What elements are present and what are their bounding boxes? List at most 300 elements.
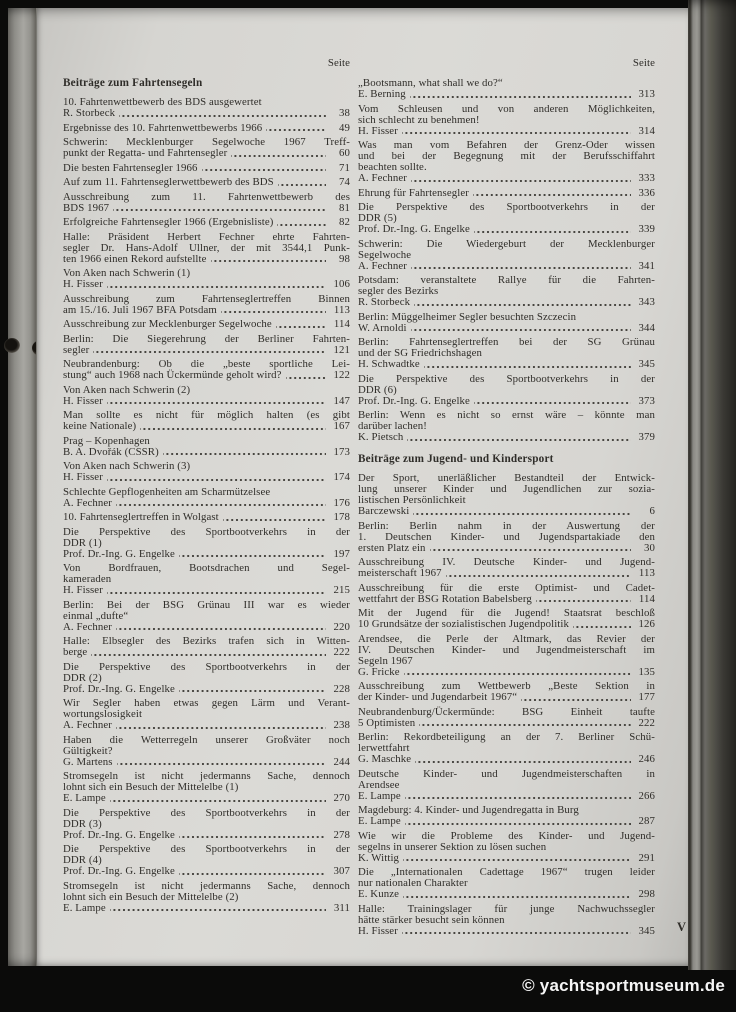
dot-leader xyxy=(405,816,631,827)
toc-page-number: 113 xyxy=(638,567,655,579)
toc-entry-end: der Kinder- und Jugendarbeit 1967“ xyxy=(358,691,518,703)
toc-page-number: 178 xyxy=(333,511,350,523)
paper xyxy=(36,8,689,966)
toc-entry xyxy=(358,140,655,184)
toc-entry-end: Barczewski xyxy=(358,505,410,517)
toc-page-number: 81 xyxy=(339,201,350,214)
binder-hole xyxy=(4,338,20,353)
toc-entry xyxy=(358,732,655,765)
toc-entry-lastrow xyxy=(63,549,350,560)
toc-entry-lastrow xyxy=(358,297,655,308)
toc-entry-lastrow xyxy=(63,345,350,356)
toc-entry-line: Arendsee, die Perle der Altmark, das Revier der xyxy=(358,632,655,645)
toc-entry-lastrow xyxy=(63,498,350,509)
dot-leader xyxy=(179,684,326,695)
toc-entry-line: sich schlecht zu benehmen! xyxy=(358,113,480,126)
toc-entry xyxy=(358,374,655,407)
dot-leader xyxy=(140,421,326,432)
toc-entry xyxy=(358,275,655,308)
dot-leader xyxy=(277,217,326,228)
toc-page-number: 215 xyxy=(333,584,350,596)
toc-entry xyxy=(63,410,350,432)
toc-entry-lastrow xyxy=(358,359,655,370)
dot-leader xyxy=(179,866,326,877)
toc-entry-end: Prof. Dr.-Ing. G. Engelke xyxy=(358,223,470,235)
toc-entry-line: Vom Schleusen und von anderen Möglichkeiten, xyxy=(358,102,655,115)
toc-entry-line: DDR (2) xyxy=(63,671,102,684)
toc-entry xyxy=(63,436,350,458)
toc-entry xyxy=(63,359,350,381)
toc-entry-end: H. Fisser xyxy=(358,124,398,137)
dot-leader xyxy=(413,506,631,517)
toc-page-number: 307 xyxy=(333,865,350,877)
toc-entry xyxy=(63,163,350,174)
toc-page-number: 343 xyxy=(638,296,655,308)
toc-page-number: 114 xyxy=(638,592,655,605)
dot-leader xyxy=(107,279,326,290)
dot-leader xyxy=(107,396,326,407)
dot-leader xyxy=(410,89,631,100)
toc-entry-line: segler des Bezirks xyxy=(358,285,439,297)
toc-entry-end: segler xyxy=(63,343,90,356)
toc-entry xyxy=(63,735,350,768)
toc-entry-lastrow xyxy=(358,543,655,554)
toc-column-left xyxy=(63,58,350,917)
toc-entry-end: BDS 1967 xyxy=(63,201,110,214)
toc-entry-line: Prag – Kopenhagen xyxy=(63,434,150,447)
toc-entry-lastrow xyxy=(63,830,350,841)
toc-entry-lastrow xyxy=(358,506,655,517)
dot-leader xyxy=(286,370,326,381)
toc-entry-line: wortungslosigkeit xyxy=(63,708,143,720)
toc-page-number: 74 xyxy=(339,176,350,188)
toc-entry-line: segler Dr. Hans-Adolf Ullner, der mit 3544,1 Punk- xyxy=(63,241,350,254)
toc-entry-end: B. A. Dvořák (CSSR) xyxy=(63,445,159,458)
toc-entry xyxy=(358,831,655,864)
toc-entry-end: K. Wittig xyxy=(358,851,400,864)
toc-entry-line: Mit der Jugend für die Jugend! Staatsrat beschloß xyxy=(358,607,655,619)
dot-leader xyxy=(113,203,326,214)
toc-entry-line: DDR (1) xyxy=(63,536,102,549)
toc-entry-line: Arendsee xyxy=(358,778,400,791)
toc-entry-lastrow xyxy=(358,718,655,729)
toc-entry-line: Ausschreibung zum Fahrtenseglertreffen Binnen xyxy=(63,292,350,305)
toc-entry-lastrow xyxy=(63,512,350,523)
dot-leader xyxy=(411,323,631,334)
toc-entry-lastrow xyxy=(63,447,350,458)
toc-entry xyxy=(358,557,655,579)
toc-entry-line: einmal „dufte“ xyxy=(63,609,129,622)
dot-leader xyxy=(404,667,631,678)
toc-entry-line: DDR (6) xyxy=(358,383,397,396)
dot-leader xyxy=(179,830,326,841)
toc-entry xyxy=(358,681,655,703)
toc-entry-lastrow xyxy=(358,667,655,678)
toc-entry-end: keine Nationale) xyxy=(63,420,137,432)
dot-leader xyxy=(402,126,631,137)
toc-entry xyxy=(358,707,655,729)
toc-entry-line: und bei der Begegnung mit der Berufsschiffahrt xyxy=(358,150,655,162)
toc-entry-line: Berlin: Rekordbeteiligung an der 7. Berliner Schü- xyxy=(358,731,655,743)
toc-entry-end: Auf zum 11. Fahrtenseglerwettbewerb des BDS xyxy=(63,176,274,188)
toc-entry xyxy=(358,769,655,802)
toc-entry-end: E. Berning xyxy=(358,88,406,100)
dot-leader xyxy=(202,163,326,174)
toc-entry-lastrow xyxy=(63,421,350,432)
toc-entry-line: Haben die Wetterregeln unserer Großväter noch xyxy=(63,733,350,746)
toc-entry-end: berge xyxy=(63,646,88,658)
section-heading: Beiträge zum Jugend- und Kindersport xyxy=(358,453,554,465)
toc-entry-lastrow xyxy=(63,684,350,695)
seite-header: Seite xyxy=(632,57,655,69)
toc-entry xyxy=(358,867,655,900)
toc-entry-end: Ehrung für Fahrtensegler xyxy=(358,186,469,199)
dot-leader xyxy=(414,297,631,308)
toc-entry-line: Der Sport, unerläßlicher Bestandteil der Entwick- xyxy=(358,472,655,484)
toc-entry-end: Prof. Dr.-Ing. G. Engelke xyxy=(63,682,175,695)
toc-entry-end: Erfolgreiche Fahrtensegler 1966 (Ergebnisliste) xyxy=(63,216,274,228)
toc-entry-line: Berlin: Fahrtenseglertreffen bei der SG Grünau xyxy=(358,336,655,348)
toc-entry-lastrow xyxy=(63,203,350,214)
toc-entry-lastrow xyxy=(358,816,655,827)
toc-entry-line: listischen Persönlichkeit xyxy=(358,494,466,506)
dot-leader xyxy=(119,108,326,119)
toc-page-number: 287 xyxy=(638,815,655,827)
dot-leader xyxy=(116,720,326,731)
toc-entry-line: Die „Internationalen Cadettage 1967“ trugen leider xyxy=(358,866,655,878)
toc-entry-lastrow xyxy=(63,720,350,731)
toc-entry-end: ersten Platz ein xyxy=(358,541,426,554)
toc-page-number: 173 xyxy=(333,445,350,458)
dot-leader xyxy=(91,647,326,658)
toc-entry-lastrow xyxy=(63,866,350,877)
toc-entry-line: Die Perspektive des Sportbootverkehrs in der xyxy=(63,806,350,819)
toc-entry-lastrow xyxy=(63,217,350,228)
section-heading: Beiträge zum Fahrtensegeln xyxy=(63,77,203,89)
dot-leader xyxy=(407,432,631,443)
toc-page-number: 314 xyxy=(638,124,655,137)
toc-page-number: 174 xyxy=(333,471,350,483)
dot-leader xyxy=(231,148,326,159)
toc-entry-line: Von Bordfrauen, Bootsdrachen und Segel- xyxy=(63,562,350,574)
toc-entry xyxy=(63,232,350,265)
toc-entry-lastrow xyxy=(63,148,350,159)
toc-entry-line: lohnt sich ein Besuch der Mittelelbe (1) xyxy=(63,781,239,793)
toc-page-number: 167 xyxy=(333,420,350,432)
toc-entry xyxy=(63,600,350,633)
toc-entry-lastrow xyxy=(63,123,350,134)
toc-page-number: 291 xyxy=(638,851,655,864)
toc-entry-line: Von Aken nach Schwerin (1) xyxy=(63,267,191,279)
dot-leader xyxy=(278,177,326,188)
toc-entry xyxy=(63,636,350,658)
toc-page-number: 339 xyxy=(638,223,655,235)
toc-entry-end: ten 1966 einen Rekord aufstellte xyxy=(63,252,207,265)
watermark: © yachtsportmuseum.de xyxy=(522,976,725,995)
toc-entry-lastrow xyxy=(63,647,350,658)
dot-leader xyxy=(223,512,326,523)
toc-entry xyxy=(63,123,350,134)
toc-page-number: 246 xyxy=(638,753,655,765)
toc-entry-lastrow xyxy=(63,370,350,381)
toc-entry-line: Schlechte Gepflogenheiten am Scharmützelsee xyxy=(63,485,271,498)
dot-leader xyxy=(521,692,631,703)
toc-entry-lastrow xyxy=(358,261,655,272)
toc-entry-lastrow xyxy=(358,323,655,334)
toc-entry-lastrow xyxy=(358,619,655,630)
toc-page-number: 336 xyxy=(638,186,655,199)
toc-entry-lastrow xyxy=(358,926,655,937)
toc-entry xyxy=(358,104,655,137)
toc-entry xyxy=(63,512,350,523)
toc-entry-line: beachten sollte. xyxy=(358,161,427,173)
toc-entry-lastrow xyxy=(358,188,655,199)
dot-leader xyxy=(474,224,631,235)
toc-entry-line: Berlin: Wenn es nicht so ernst wäre – könnte man xyxy=(358,409,655,421)
dot-leader xyxy=(163,447,326,458)
dot-leader xyxy=(402,926,631,937)
toc-entry-line: Gültigkeit? xyxy=(63,744,113,757)
toc-entry-lastrow xyxy=(63,757,350,768)
toc-entry-end: H. Fisser xyxy=(63,471,103,483)
dot-leader xyxy=(110,793,326,804)
toc-page-number: 341 xyxy=(638,259,655,272)
toc-entry-line: segelns in unserer Sektion zu lösen suchen xyxy=(358,840,547,853)
toc-entry-end: punkt der Regatta- und Fahrtensegler xyxy=(63,147,228,159)
toc-entry-line: Von Aken nach Schwerin (3) xyxy=(63,460,191,472)
dot-leader xyxy=(211,254,326,265)
toc-entry-line: lung unserer Kinder und Jugendlichen zur sozia- xyxy=(358,483,655,495)
toc-entry-line: Was man vom Befahren der Grenz-Oder wissen xyxy=(358,139,655,151)
toc-entry-lastrow xyxy=(358,889,655,900)
toc-entry-end: 5 Optimisten xyxy=(358,716,416,729)
toc-entry xyxy=(63,385,350,407)
toc-page-number: 30 xyxy=(644,541,655,554)
toc-entry-end: A. Fechner xyxy=(358,259,407,272)
dot-leader xyxy=(116,498,326,509)
toc-entry-line: „Bootsmann, what shall we do?“ xyxy=(358,77,503,89)
toc-entry-end: am 15./16. Juli 1967 BFA Potsdam xyxy=(63,303,217,316)
toc-entry-end: H. Fisser xyxy=(63,278,103,290)
toc-page-number: 278 xyxy=(333,828,350,841)
toc-entry xyxy=(63,771,350,804)
toc-entry-line: Halle: Trainingslager für junge Nachwuchssegler xyxy=(358,902,655,915)
dot-leader xyxy=(411,173,631,184)
toc-page-number: 113 xyxy=(333,303,350,316)
toc-page-number: 379 xyxy=(638,431,655,443)
toc-page-number: 177 xyxy=(638,691,655,703)
toc-entry-end: Prof. Dr.-Ing. G. Engelke xyxy=(63,865,175,877)
toc-entry-end: E. Kunze xyxy=(358,888,399,900)
dot-leader xyxy=(536,594,631,605)
toc-entry-line: und der SG Friedrichshagen xyxy=(358,347,483,359)
toc-page-number: 122 xyxy=(333,369,350,381)
toc-page-number: 38 xyxy=(339,107,350,119)
toc-entry-end: 10. Fahrtenseglertreffen in Wolgast xyxy=(63,511,219,523)
toc-entry-line: DDR (4) xyxy=(63,854,102,866)
toc-entry-line: Stromsegeln ist nicht jedermanns Sache, dennoch xyxy=(63,879,350,892)
toc-entry xyxy=(63,319,350,330)
toc-entry-lastrow xyxy=(358,568,655,579)
toc-entry-line: Die Perspektive des Sportbootverkehrs in der xyxy=(63,843,350,855)
toc-page-number: 222 xyxy=(638,716,655,729)
toc-entry-end: Ausschreibung zur Mecklenburger Segelwoche xyxy=(63,318,272,330)
toc-page-number: 197 xyxy=(333,547,350,560)
toc-entry xyxy=(358,583,655,605)
toc-entry-lastrow xyxy=(63,396,350,407)
toc-entry-line: Segelwoche xyxy=(358,248,412,261)
toc-entry-line: Magdeburg: 4. Kinder- und Jugendregatta in Burg xyxy=(358,804,579,816)
toc-page-number: 270 xyxy=(333,792,350,804)
toc-entry xyxy=(63,97,350,119)
toc-entry xyxy=(358,805,655,827)
toc-entry-lastrow xyxy=(358,432,655,443)
toc-entry-lastrow xyxy=(63,793,350,804)
toc-entry xyxy=(63,527,350,560)
toc-page-number: 266 xyxy=(638,789,655,802)
toc-entry-line: Ausschreibung zum 11. Fahrtenwettbewerb des xyxy=(63,190,350,203)
toc-entry xyxy=(63,268,350,290)
dot-leader xyxy=(117,757,326,768)
toc-entry-end: Prof. Dr.-Ing. G. Engelke xyxy=(63,547,175,560)
seite-header: Seite xyxy=(327,57,350,69)
toc-page-number: 6 xyxy=(649,505,655,517)
toc-entry xyxy=(358,202,655,235)
toc-entry-end: Ergebnisse des 10. Fahrtenwettbewerbs 1966 xyxy=(63,121,263,134)
toc-entry-lastrow xyxy=(358,89,655,100)
dot-leader xyxy=(430,543,631,554)
toc-page-number: 176 xyxy=(333,496,350,509)
toc-entry-end: 10 Grundsätze der sozialistischen Jugendpolitik xyxy=(358,618,569,630)
toc-page-number: 313 xyxy=(638,88,655,100)
toc-entry xyxy=(63,177,350,188)
dot-leader xyxy=(411,261,631,272)
toc-entry xyxy=(358,608,655,630)
toc-entry-lastrow xyxy=(358,692,655,703)
toc-entry-end: Prof. Dr.-Ing. G. Engelke xyxy=(63,828,175,841)
toc-entry xyxy=(63,662,350,695)
toc-entry-lastrow xyxy=(63,305,350,316)
toc-entry-line: Die Perspektive des Sportbootverkehrs in der xyxy=(63,660,350,673)
toc-entry-lastrow xyxy=(63,472,350,483)
toc-entry-line: Schwerin: Die Wiedergeburt der Mecklenburger xyxy=(358,237,655,250)
dot-leader xyxy=(110,903,326,914)
toc-entry-end: G. Martens xyxy=(63,755,113,768)
toc-entry xyxy=(63,698,350,731)
toc-entry-end: A. Fechner xyxy=(63,496,112,509)
toc-entry-line: Die Perspektive des Sportbootverkehrs in der xyxy=(63,525,350,538)
toc-entry-lastrow xyxy=(63,622,350,633)
toc-page-number: 220 xyxy=(333,620,350,633)
toc-entry-lastrow xyxy=(63,254,350,265)
toc-entry-end: R. Storbeck xyxy=(63,107,116,119)
toc-entry-line: Die Perspektive des Sportbootverkehrs in der xyxy=(358,372,655,385)
toc-entry-end: R. Storbeck xyxy=(358,296,411,308)
toc-entry-line: Man sollte es nicht für möglich halten (es gibt xyxy=(63,409,350,421)
dot-leader xyxy=(107,585,326,596)
toc-entry-end: E. Lampe xyxy=(63,792,106,804)
toc-entry-line: 1. Deutschen Kinder- und Jugendspartakiade den xyxy=(358,530,655,543)
toc-entry xyxy=(63,461,350,483)
toc-entry-line: lohnt sich ein Besuch der Mittelelbe (2) xyxy=(63,890,239,903)
toc-page-number: 298 xyxy=(638,888,655,900)
toc-page-number: 82 xyxy=(339,216,350,228)
toc-entry-line: Neubrandenburg/Ückermünde: BSG Einheit taufte xyxy=(358,705,655,718)
toc-entry-lastrow xyxy=(358,396,655,407)
toc-entry xyxy=(358,188,655,199)
toc-entry-line: 10. Fahrtenwettbewerb des BDS ausgewertet xyxy=(63,96,262,108)
toc-page-number: 121 xyxy=(333,343,350,356)
toc-entry-end: H. Schwadtke xyxy=(358,358,420,370)
dot-leader xyxy=(403,889,631,900)
toc-entry-line: nur nationalen Charakter xyxy=(358,877,468,889)
dot-leader xyxy=(573,619,631,630)
dot-leader xyxy=(446,568,631,579)
toc-entry xyxy=(358,521,655,554)
toc-entry-lastrow xyxy=(63,108,350,119)
toc-entry-line: kameraden xyxy=(63,573,112,585)
toc-page-number: 60 xyxy=(339,147,350,159)
toc-entry xyxy=(63,563,350,596)
toc-entry xyxy=(63,192,350,214)
toc-entry-line: Berlin: Berlin nahm in der Auswertung der xyxy=(358,519,655,532)
toc-entry-lastrow xyxy=(63,585,350,596)
toc-entry-lastrow xyxy=(358,126,655,137)
toc-entry-lastrow xyxy=(63,163,350,174)
toc-page-number: 126 xyxy=(638,618,655,630)
toc-column-right xyxy=(358,58,655,940)
toc-entry xyxy=(63,294,350,316)
toc-entry xyxy=(63,881,350,914)
toc-entry xyxy=(358,473,655,517)
toc-entry xyxy=(358,410,655,443)
toc-entry-line: Wir Segler haben etwas gegen Lärm und Verant- xyxy=(63,697,350,709)
toc-entry-end: G. Maschke xyxy=(358,753,412,765)
toc-entry-end: H. Fisser xyxy=(63,394,103,407)
toc-page-number: 222 xyxy=(333,646,350,658)
toc-entry-end: A. Fechner xyxy=(63,620,112,633)
toc-entry-lastrow xyxy=(358,594,655,605)
toc-entry-lastrow xyxy=(358,853,655,864)
page-number: V xyxy=(677,920,687,934)
toc-entry-line: DDR (3) xyxy=(63,817,102,830)
toc-entry-line: Berlin: Die Siegerehrung der Berliner Fahrten- xyxy=(63,332,350,345)
toc-entry-lastrow xyxy=(63,177,350,188)
toc-entry xyxy=(63,487,350,509)
toc-entry-line: Berlin: Bei der BSG Grünau III war es wieder xyxy=(63,598,350,611)
toc-entry-end: wettfahrt der BSG Rotation Babelsberg xyxy=(358,592,532,605)
toc-entry-end: A. Fechner xyxy=(63,719,112,731)
toc-entry-end: meisterschaft 1967 xyxy=(358,567,442,579)
toc-page-number: 135 xyxy=(638,665,655,678)
toc-entry-end: E. Lampe xyxy=(358,789,401,802)
toc-entry-end: E. Lampe xyxy=(358,815,401,827)
toc-page-number: 228 xyxy=(333,682,350,695)
toc-page-number: 114 xyxy=(333,318,350,330)
previous-page-edge xyxy=(8,8,36,966)
toc-entry-end: K. Pietsch xyxy=(358,431,404,443)
toc-entry-line: Ausschreibung für die erste Optimist- und Cadet- xyxy=(358,581,655,594)
toc-entry xyxy=(358,904,655,937)
toc-entry-lastrow xyxy=(63,903,350,914)
toc-entry-line: Segeln 1967 xyxy=(358,654,413,667)
toc-page-number: 238 xyxy=(333,719,350,731)
dot-leader xyxy=(403,853,631,864)
toc-entry-line: lerwettfahrt xyxy=(358,742,410,754)
toc-page-number: 49 xyxy=(339,121,350,134)
toc-entry xyxy=(63,808,350,841)
toc-entry-line: Stromsegeln ist nicht jedermanns Sache, dennoch xyxy=(63,770,350,782)
